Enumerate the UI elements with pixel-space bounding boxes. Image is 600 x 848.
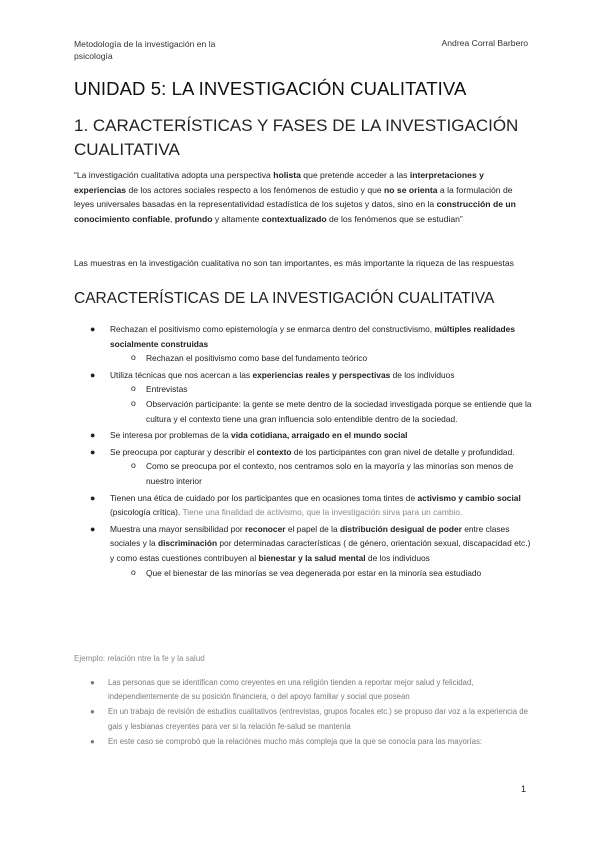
example-item-text: En un trabajo de revisión de estudios cualitativos (entrevistas, grupos focales etc.) se propuso dar voz a la experiencia de gais y lesbianas creyentes para ver si la relación fe-salud se mantenía [108, 707, 528, 731]
list-item-bold: vida cotidiana, arraigado en el mundo social [231, 430, 408, 441]
quote-text: y altamente [212, 213, 262, 224]
example-item [74, 705, 529, 733]
list-item-bold: activismo y cambio social [417, 492, 521, 503]
list-item-text: de los participantes con gran nivel de detalle y profundidad. [291, 446, 515, 457]
sub-list-item-text: Entrevistas [146, 384, 188, 395]
sub-list-item [74, 459, 534, 488]
bullet-icon: ● [90, 707, 95, 717]
quote-text: que pretende acceder a las [300, 170, 410, 180]
example-item [74, 676, 529, 704]
sub-list-item-text: Rechazan el positivismo como base del fundamento teórico [146, 353, 368, 364]
header-course: Metodología de la investigación en la psicología [74, 39, 216, 61]
list-item [74, 322, 534, 366]
page-number: 1 [520, 784, 526, 794]
example-list [74, 676, 529, 750]
bullet-icon: ● [90, 678, 95, 687]
bullet-icon: ● [90, 492, 96, 503]
list-item-text: Utiliza técnicas que nos acercan a las [110, 369, 253, 380]
list-item-text: Tienen una ética de cuidado por los participantes que en ocasiones toma tintes de [110, 492, 418, 503]
list-item-text: Se interesa por problemas de la [110, 430, 232, 441]
list-item-bold: múltiples realidades socialmente construidas [110, 324, 515, 349]
quote-text: de los fenómenos que se estudian” [326, 213, 463, 224]
list-item [74, 368, 534, 426]
sub-list-item [74, 351, 534, 366]
sub-list-item-text: Como se preocupa por el contexto, nos centramos solo en la mayoría y las minorías son menos de nuestro interior [146, 461, 514, 486]
sub-list-item [74, 566, 534, 581]
list-item-text: entre clases sociales y la [110, 523, 510, 549]
circle-bullet-icon: o [131, 352, 136, 363]
list-item [74, 491, 534, 520]
section-heading-characteristics-phases: 1. CARACTERÍSTICAS Y FASES DE LA INVESTIGACIÓN CUALITATIVA [74, 116, 519, 159]
characteristics-list [74, 322, 534, 582]
example-title: Ejemplo: relación ntre la fe y la salud [74, 654, 205, 663]
sub-list-item [74, 382, 534, 397]
quote-bold: interpretaciones y experiencias [74, 170, 484, 195]
list-item-bold: bienestar y la salud mental [258, 552, 366, 563]
list-item-text: el papel de la [285, 523, 340, 534]
example-item-text: En este caso se comprobó que la relaciónes mucho más compleja que la que se conocía para las mayorías: [108, 736, 483, 746]
samples-paragraph: Las muestras en la investigación cualitativa no son tan importantes, es más importante la riqueza de las respuestas [74, 258, 514, 268]
quote-text: de los actores sociales respecto a los fenómenos de estudio y que [126, 184, 385, 195]
bullet-icon: ● [90, 430, 96, 441]
list-item-text: por determinadas características ( de género, orientación sexual, discapacidad etc.) y como estas cuestiones contribuyen al [110, 538, 531, 563]
list-item-note: Tiene una finalidad de activismo, que la investigación sirva para un cambio. [182, 507, 463, 518]
header-author: Andrea Corral Barbero [441, 38, 528, 48]
list-item-bold: discriminación [157, 538, 218, 549]
example-item [74, 735, 529, 749]
list-item-text: Muestra una mayor sensibilidad por [110, 523, 245, 534]
sub-list-item-text: Que el bienestar de las minorías se vea degenerada por estar en la minoría sea estudiado [146, 567, 482, 578]
quote-bold: contextualizado [261, 213, 327, 224]
section-heading-characteristics: CARACTERÍSTICAS DE LA INVESTIGACIÓN CUALITATIVA [74, 290, 495, 307]
list-item-text: Rechazan el positivismo como epistemología y se enmarca dentro del constructivismo, [110, 324, 435, 334]
bullet-icon: ● [90, 324, 96, 334]
bullet-icon: ● [90, 446, 96, 457]
sub-list-item-text: Observación participante: la gente se mete dentro de la sociedad investigada porque se entiende que la cultura y el contexto tiene una gran influencia solo entendible dentro de la sociedad. [146, 398, 532, 424]
circle-bullet-icon: o [131, 383, 136, 394]
list-item [74, 522, 534, 580]
list-item [74, 445, 534, 489]
circle-bullet-icon: o [131, 460, 136, 471]
bullet-icon: ● [90, 523, 96, 534]
quote-bold: no se orienta [384, 184, 438, 195]
quote-text: , [169, 213, 175, 224]
quote-bold: holista [273, 170, 301, 180]
sub-list-item [74, 397, 534, 426]
list-item-text: de los individuos [390, 369, 455, 380]
bullet-icon: ● [90, 736, 95, 746]
definition-quote [74, 168, 529, 226]
circle-bullet-icon: o [131, 397, 136, 408]
circle-bullet-icon: o [131, 566, 136, 577]
list-item-bold: experiencias reales y perspectivas [252, 369, 391, 380]
list-item-bold: reconocer [245, 523, 286, 534]
list-item-text: Se preocupa por capturar y describir el [110, 446, 257, 457]
list-item-bold: distribución desigual de poder [339, 523, 462, 534]
quote-text: a la formulación de leyes universales basadas en la representatividad estadística de los sujetos y datos, sino en la [74, 184, 513, 210]
bullet-icon: ● [90, 369, 96, 380]
list-item [74, 428, 534, 443]
unit-title: UNIDAD 5: LA INVESTIGACIÓN CUALITATIVA [74, 78, 467, 99]
list-item-text: de los individuos [365, 552, 430, 563]
quote-bold: construcción de un conocimiento confiable [74, 199, 516, 224]
list-item-text: (psicología crítica). [110, 507, 183, 518]
quote-bold: profundo [174, 213, 213, 224]
example-item-text: Las personas que se identifican como creyentes en una religión tienden a reportar mejor salud y felicidad, independientemente de su posición financiera, o del apoyo familiar y social que posean [108, 678, 474, 702]
quote-text: “La investigación cualitativa adopta una perspectiva [74, 170, 274, 180]
list-item-bold: contexto [256, 446, 292, 457]
